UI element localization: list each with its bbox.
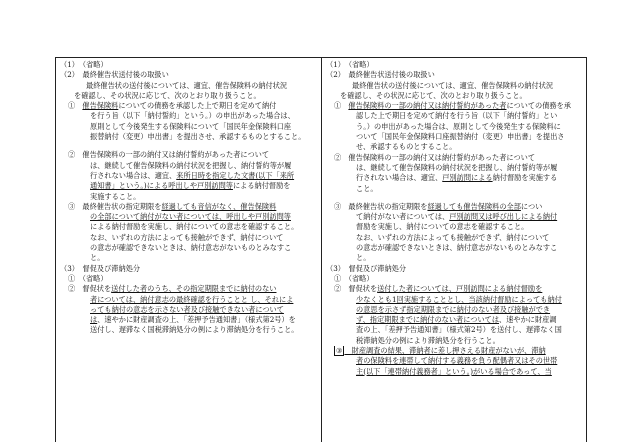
underlined-text: 経過しても音信がなく、催告保険料: [161, 201, 277, 211]
item-1-line: う。）の申出があった場合は、原則として今後発生する保険料に: [356, 121, 561, 131]
underlined-text: 来所日時を指定した文書(以下「来所: [176, 170, 295, 180]
item-3-line: なお、いずれの方法によっても接触ができず、納付について: [356, 232, 550, 242]
item-2-line: ② 催告保険料の一部の納付又は納付誓約があった者について: [68, 150, 270, 160]
section-3-heading: （3） 督促及び滞納処分: [326, 263, 407, 273]
item-d2-line: [326, 305, 583, 315]
item-3-line: 督励を実施し、納付についての意志を確認すること。: [356, 222, 529, 232]
section-2-heading: （2） 最終催告状送付後の取扱い: [60, 70, 169, 80]
item-1-line: ついて「国民年金保険料口座振替納付（変更）申出書」を提出さ: [356, 132, 565, 142]
item-2-line: ② 催告保険料の一部の納付又は納付誓約があった者について: [334, 152, 536, 162]
item-d2-line: [326, 295, 583, 305]
item-3-line: ③ 最終催告状の指定期限を経過しても音信がなく、催告保険料: [68, 201, 277, 211]
item-1-line: 認した上で期日を定めて納付を行う旨（以下「納付誓約」とい: [356, 111, 558, 121]
left-column-revised: [56, 58, 322, 442]
item-1-line: 原則として今後発生する保険料について「国民年金保険料口座: [90, 121, 292, 131]
boxed-number: ③: [336, 346, 343, 356]
underlined-text: 催告保険料: [82, 101, 119, 111]
item-1-line: ① 催告保険料の一部の納付又は納付誓約があった者についての債務を承: [334, 101, 571, 111]
paragraph-line: 最終催告状の送付後については、適宜、催告保険料の納付状況: [352, 80, 554, 90]
item-2-line: は、継続して催告保険料の納付状況を把握し、納付誓約等が履: [90, 160, 292, 170]
item-d3-line: [326, 367, 583, 377]
item-2-line: 行されない場合は、適宜、戸別訪問による納付督励を実施する: [356, 173, 558, 183]
section-1-heading: （1） （省略）: [326, 60, 374, 69]
item-d2-line: 査の上、「差押予告通知書」（様式第2号）を送付し、遅滞なく国: [356, 325, 562, 335]
item-3-line: なお、いずれの方法によっても接触ができず、納付について: [90, 232, 284, 242]
item-3-line: と。: [90, 253, 105, 263]
item-2-line: こと。: [356, 183, 378, 193]
item-3-line: の意志が確認できないときは、納付意志がないものとみなすこ: [90, 243, 292, 253]
item-d3-line: [326, 356, 583, 366]
item-1-line: ① 催告保険料についての債務を承認した上で期日を定めて納付: [68, 101, 277, 111]
item-1-line: せ、承認するものとすること。: [356, 142, 457, 152]
item-2-line: 行されない場合は、適宜、来所日時を指定した文書(以下「来所: [90, 170, 295, 180]
underlined-text: ず、指定期限までに納付のない者については: [356, 315, 500, 325]
underlined-text: 経過しても催告保険料の全部: [427, 201, 521, 211]
underlined-text: っても納付の意志を示さない者及び接触できない者について: [90, 304, 284, 314]
section-2-heading: （2） 最終催告状送付後の取扱い: [326, 70, 435, 80]
underlined-text: 財産調査の結果、滞納者に差し押さえる財産がないが、滞納: [344, 346, 546, 356]
item-d2-line: は、速やかに財産調査の上、「差押予告通知書」（様式第2号）を: [90, 315, 296, 325]
paragraph-line: を確認し、その状況に応じて、次のとおり取り扱うこと。: [74, 90, 261, 100]
item-3-line: による納付督励を実施し、納付についての意志を確認すること。: [90, 222, 299, 232]
comparison-table: [55, 57, 587, 442]
underlined-text: 者については、納付意志の最終確認を行うことと し、それによ: [90, 294, 294, 304]
paragraph-line: を確認し、その状況に応じて、次のとおり取り扱うこと。: [340, 90, 527, 100]
item-d2-line: ② 督促状を送付した者については、戸別訪問による納付督励を: [334, 284, 543, 294]
underlined-text: 者の保険料を連帯して納付する義務を負う配偶者又はその世帯: [356, 356, 558, 366]
section-3-heading: （3） 督促及び滞納処分: [60, 263, 141, 273]
item-1-line: を行う旨（以下「納付誓約」という。）の申出があった場合は、: [90, 111, 295, 121]
item-3-line: と。: [356, 253, 371, 263]
underlined-text: 戸別訪問又は呼び出しによる納付: [449, 212, 558, 222]
item-3-line: ③ 最終催告状の指定期限を経過しても催告保険料の全部につい: [334, 201, 543, 211]
paragraph-line: 最終催告状の送付後については、適宜、催告保険料の納付状況: [86, 80, 288, 90]
item-3-line: て納付がない者については、戸別訪問又は呼び出しによる納付: [356, 212, 558, 222]
item-d2-line: ② 督促状を送付した者のうち、その指定期限までに納付のない: [68, 284, 277, 294]
item-d2-line: [60, 295, 317, 305]
underlined-text: 送付した者のうち、その指定期限までに納付のない: [111, 284, 277, 294]
section-1-heading: （1） （省略）: [60, 60, 108, 69]
underlined-text: 戸別訪問による: [442, 173, 493, 183]
underlined-text: は: [90, 315, 98, 325]
item-2-line: は、継続して催告保険料の納付状況を把握し、納付誓約等が履: [356, 162, 558, 172]
underlined-text: 通知書」という。)による呼出しや戸別訪問等: [90, 181, 233, 191]
item-d2-line: [60, 305, 317, 315]
item-d3-line: [326, 346, 583, 356]
item-3-line: [60, 212, 317, 222]
underlined-text: 送付した者については、戸別訪問による納付督励を: [377, 284, 543, 294]
item-3-line: の意志が確認できないときは、納付意志がないものとみなすこ: [356, 243, 558, 253]
right-column-current: [322, 58, 587, 442]
underlined-text: の全部について納付がない者については、呼出しや戸別訪問等: [90, 212, 291, 222]
item-1-line: 振替納付（変更）申出書」を提出させ、承認するものとすること。: [90, 132, 306, 142]
item-2-line: 実施すること。: [90, 191, 141, 201]
item-2-line: 通知書」という。)による呼出しや戸別訪問等による納付督励を: [90, 181, 291, 191]
underlined-text: 少なくとも1回実施することとし、当該納付督励によっても納付: [356, 294, 562, 304]
item-d2-line: 送付し、遅滞なく国税滞納処分の例により滞納処分を行うこと。: [90, 325, 299, 335]
underlined-text: 催告保険料の一部の納付又は納付誓約があった者: [348, 101, 507, 111]
item-d1-line: ① （省略）: [68, 273, 108, 283]
item-d2-line: 税滞納処分の例により滞納処分を行うこと。: [356, 335, 500, 345]
underlined-text: の意思を示さず指定期限までに納付のない者及び接触ができ: [356, 304, 551, 314]
item-d1-line: ① （省略）: [334, 273, 374, 283]
underlined-text: 主(以下「連帯納付義務者」という。)がいる場合であって、当: [356, 366, 552, 376]
item-d2-line: ず、指定期限までに納付のない者については、速やかに財産調: [356, 315, 557, 325]
